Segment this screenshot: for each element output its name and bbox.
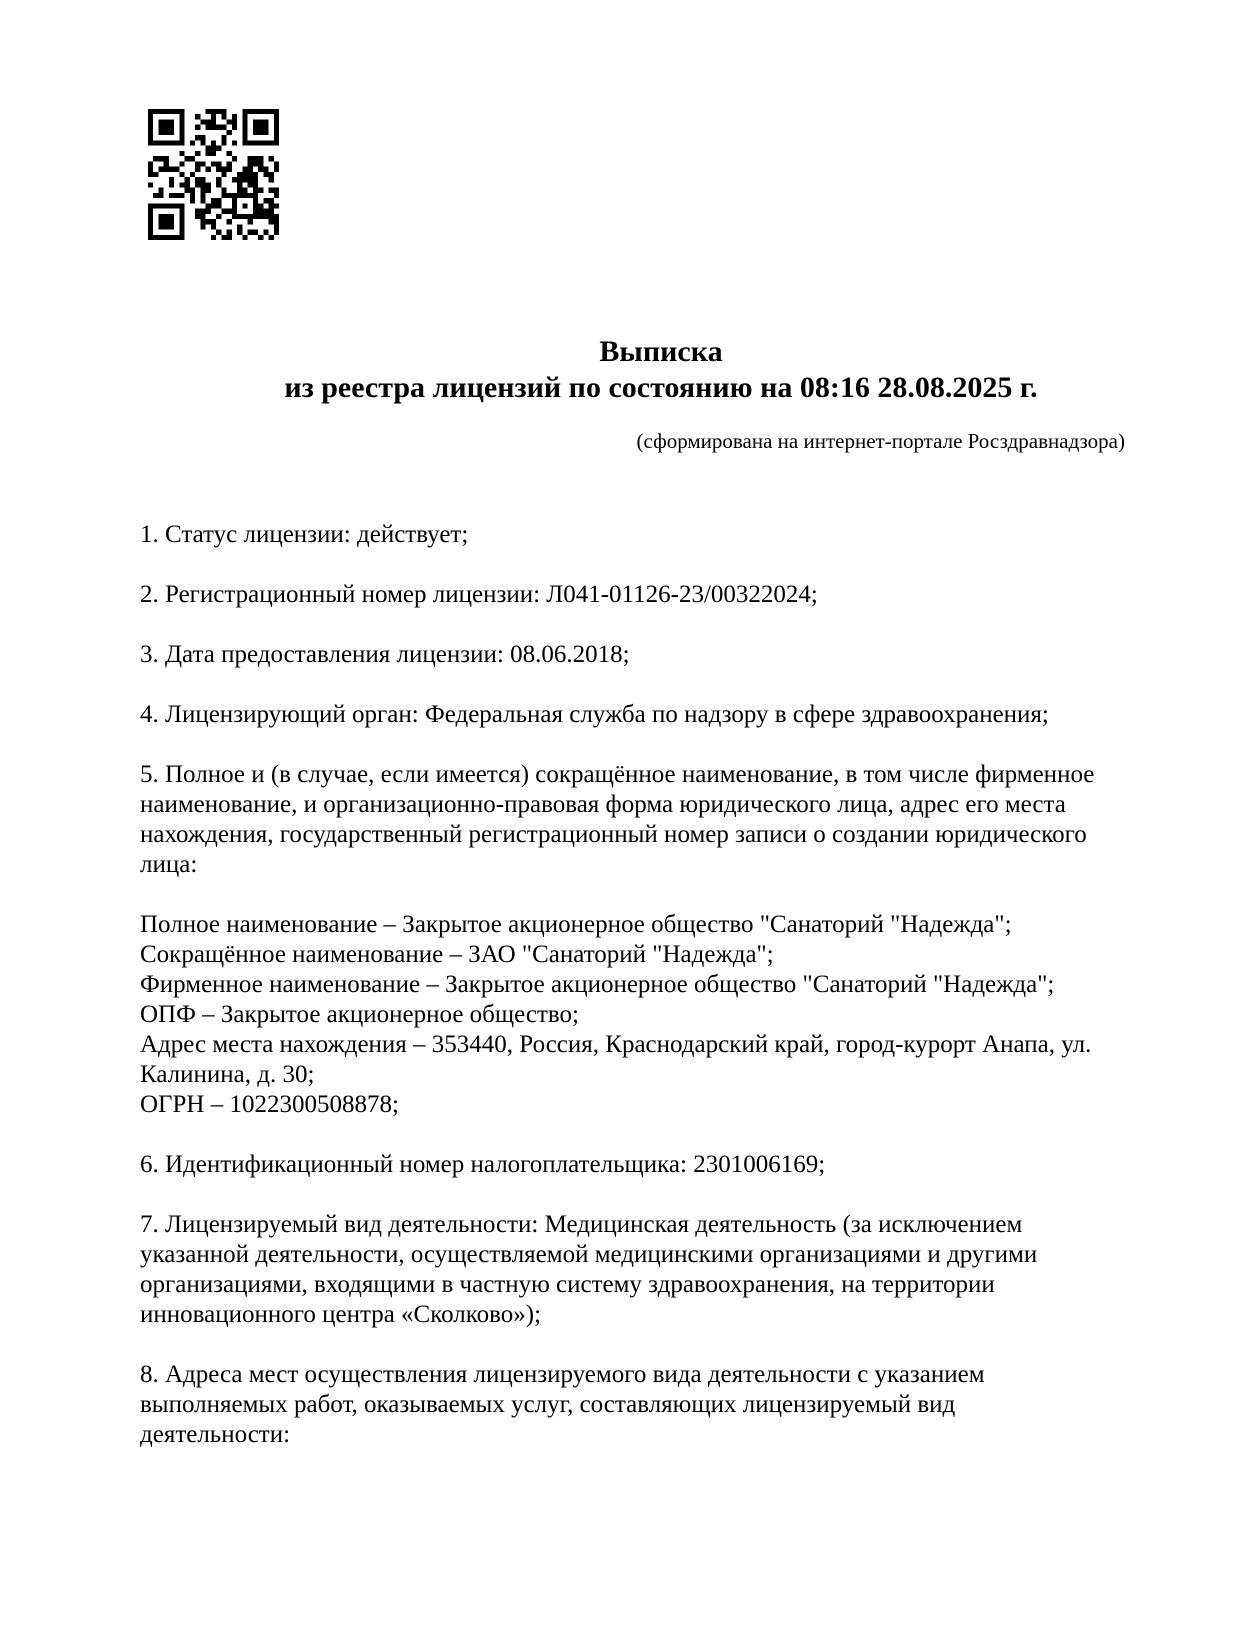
document-title [140, 334, 1182, 406]
org-legal-form: ОПФ – Закрытое акционерное общество; [140, 1001, 579, 1028]
document-title-line1: Выписка [599, 335, 723, 368]
org-short-name: Сокращённое наименование – ЗАО "Санаторий "Надежда"; [140, 941, 774, 968]
organization-details-block [140, 910, 1108, 1120]
item-2-registration-number: 2. Регистрационный номер лицензии: Л041-01126-23/00322024; [140, 581, 818, 608]
document-title-line2: из реестра лицензий по состоянию на 08:16 28.08.2025 г. [284, 371, 1038, 404]
item-6-taxpayer-id: 6. Идентификационный номер налогоплательщика: 2301006169; [140, 1151, 826, 1178]
document-subtitle: (сформирована на интернет-портале Росздравнадзора) [636, 429, 1125, 453]
item-7-licensed-activity: 7. Лицензируемый вид деятельности: Медицинская деятельность (за исключением указанной деятельности, осуществляемой медицинскими организациями и другими организациями, входящими в частную систему здравоохранения, на территории инновационного центра «Сколково»); [140, 1211, 1038, 1328]
item-8-addresses-intro: 8. Адреса мест осуществления лицензируемого вида деятельности с указанием выполняемых работ, оказываемых услуг, составляющих лицензируемый вид деятельности: [140, 1361, 985, 1448]
item-3-grant-date: 3. Дата предоставления лицензии: 08.06.2018; [140, 641, 630, 668]
org-full-name: Полное наименование – Закрытое акционерное общество "Санаторий "Надежда"; [140, 911, 1012, 938]
item-4-licensing-authority: 4. Лицензирующий орган: Федеральная служба по надзору в сфере здравоохранения; [140, 701, 1049, 728]
item-1-license-status: 1. Статус лицензии: действует; [140, 521, 469, 548]
org-ogrn: ОГРН – 1022300508878; [140, 1091, 399, 1118]
qr-code-icon [148, 109, 279, 240]
org-brand-name: Фирменное наименование – Закрытое акционерное общество "Санаторий "Надежда"; [140, 971, 1055, 998]
org-address: Адрес места нахождения – 353440, Россия, Краснодарский край, город-курорт Анапа, ул. Калинина, д. 30; [140, 1031, 1092, 1088]
document-body [140, 520, 1108, 1480]
item-5-names-intro: 5. Полное и (в случае, если имеется) сокращённое наименование, в том числе фирменное наименование, и организационно-правовая форма юридического лица, адрес его места нахождения, государственный регистрационный номер записи о создании юридического лица: [140, 761, 1095, 878]
